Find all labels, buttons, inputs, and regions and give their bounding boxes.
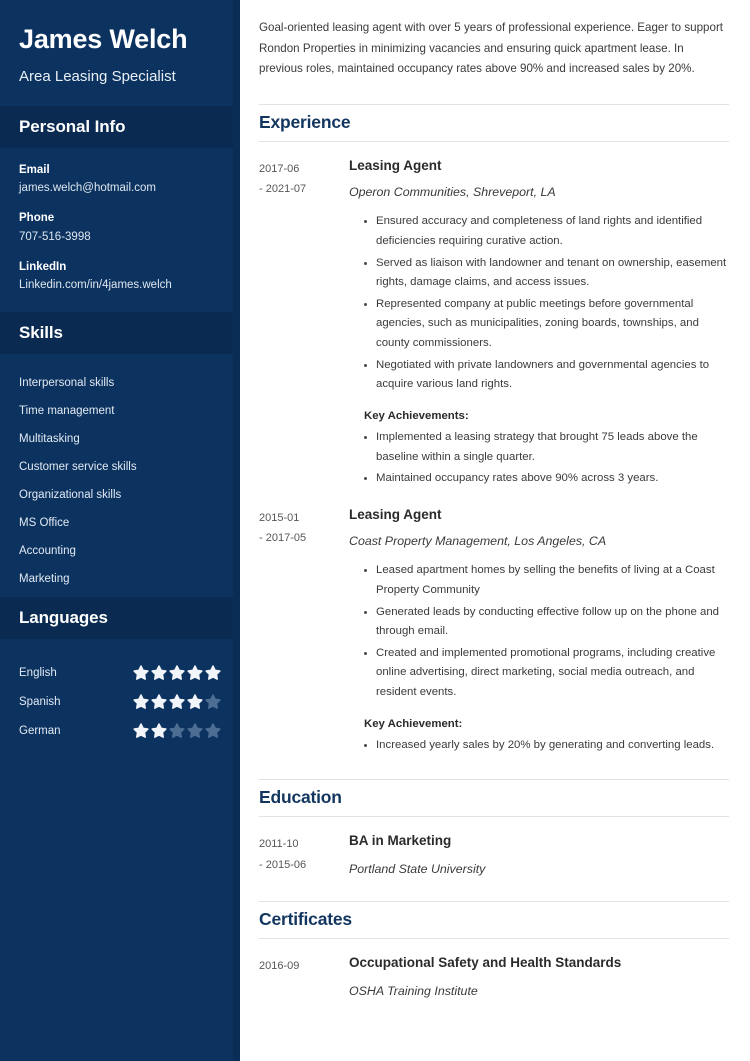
languages-body bbox=[0, 639, 240, 750]
list-item: MS Office bbox=[19, 516, 70, 529]
list-item bbox=[19, 717, 221, 746]
education-section bbox=[259, 779, 729, 878]
list-item: Ensured accuracy and completeness of land rights and identified deficiencies requiring curative action. bbox=[364, 212, 729, 251]
star-icon bbox=[205, 723, 221, 739]
contact-value-email[interactable]: james.welch@hotmail.com bbox=[19, 182, 156, 195]
education-section-header bbox=[259, 779, 729, 817]
entry-bullet-list bbox=[349, 212, 729, 394]
key-achievements-label: Key Achievements: bbox=[364, 409, 469, 422]
list-item: Time management bbox=[19, 405, 115, 417]
certificates-section-header bbox=[259, 901, 729, 939]
entry-organization: OSHA Training Institute bbox=[349, 983, 478, 998]
table-row bbox=[259, 142, 729, 491]
star-icon bbox=[133, 723, 149, 739]
education-heading: Education bbox=[259, 787, 342, 808]
list-item: Interpersonal skills bbox=[19, 377, 115, 390]
entry-title: Occupational Safety and Health Standards bbox=[349, 954, 622, 970]
sidebar-header bbox=[0, 0, 240, 106]
entry-date-range: 2016-09 bbox=[259, 959, 300, 972]
star-icon bbox=[187, 694, 203, 710]
list-item: Accounting bbox=[19, 544, 76, 557]
contact-label: LinkedIn bbox=[19, 261, 67, 274]
star-icon bbox=[151, 694, 167, 710]
list-item: Implemented a leasing strategy that brought 75 leads above the baseline within a single quarter. bbox=[364, 428, 729, 467]
language-name: German bbox=[19, 724, 61, 737]
key-achievements-list bbox=[349, 428, 729, 489]
entry-bullet-list bbox=[349, 561, 729, 702]
entry-title: Leasing Agent bbox=[349, 157, 442, 173]
languages-heading: Languages bbox=[19, 608, 108, 628]
language-rating-stars bbox=[133, 723, 221, 739]
star-icon bbox=[133, 694, 149, 710]
certificates-entries bbox=[259, 939, 729, 1001]
languages-list bbox=[19, 653, 221, 746]
entry-title: BA in Marketing bbox=[349, 833, 452, 849]
entry-organization: Operon Communities, Shreveport, LA bbox=[349, 184, 556, 199]
entry-body bbox=[349, 954, 729, 1001]
skills-body bbox=[0, 354, 240, 598]
table-row bbox=[259, 939, 729, 1001]
list-item: Leased apartment homes by selling the benefits of living at a Coast Property Community bbox=[364, 561, 729, 600]
list-item: Maintained occupancy rates above 90% across 3 years. bbox=[364, 469, 729, 489]
contact-item-phone bbox=[19, 210, 221, 246]
list-item: Multitasking bbox=[19, 432, 80, 445]
star-icon bbox=[187, 665, 203, 681]
professional-summary: Goal-oriented leasing agent with over 5 years of professional experience. Eager to support Rondon Properties in minimizing vacancies and ensuring quick apartment lease. In previous roles, maintained occupancy rates above 90% and increased sales by 20%. bbox=[259, 21, 724, 76]
language-name: Spanish bbox=[19, 695, 61, 708]
contact-item-email bbox=[19, 162, 221, 198]
entry-organization: Portland State University bbox=[349, 862, 486, 877]
language-rating-stars bbox=[133, 665, 221, 681]
main-content bbox=[240, 0, 750, 1061]
entry-date-range: 2017-06 - 2021-07 bbox=[259, 162, 307, 196]
list-item: Increased yearly sales by 20% by generating and converting leads. bbox=[364, 736, 729, 756]
star-icon bbox=[169, 723, 185, 739]
entry-body bbox=[349, 157, 729, 491]
candidate-job-title: Area Leasing Specialist bbox=[19, 68, 176, 86]
language-rating-stars bbox=[133, 694, 221, 710]
certificates-section bbox=[259, 901, 729, 1000]
star-icon bbox=[205, 694, 221, 710]
certificates-heading: Certificates bbox=[259, 908, 352, 929]
entry-body bbox=[349, 832, 729, 879]
personal-info-section-header bbox=[0, 106, 240, 148]
candidate-name: James Welch bbox=[19, 24, 188, 54]
personal-info-body bbox=[0, 148, 240, 312]
list-item: Represented company at public meetings before governmental agencies, such as municipalities, zoning boards, townships, and county commissioners. bbox=[364, 295, 729, 354]
entry-date-range: 2015-01 - 2017-05 bbox=[259, 511, 307, 545]
star-icon bbox=[169, 694, 185, 710]
skills-section-header bbox=[0, 312, 240, 354]
list-item: Negotiated with private landowners and governmental agencies to acquire various land rights. bbox=[364, 356, 729, 395]
languages-section-header bbox=[0, 597, 240, 639]
star-icon bbox=[151, 723, 167, 739]
experience-section bbox=[259, 104, 729, 757]
entry-organization: Coast Property Management, Los Angeles, CA bbox=[349, 533, 607, 548]
list-item bbox=[19, 688, 221, 717]
key-achievements-label: Key Achievement: bbox=[364, 717, 463, 730]
list-item: Served as liaison with landowner and tenant on ownership, easement rights, damage claims, and access issues. bbox=[364, 254, 729, 293]
skills-heading: Skills bbox=[19, 322, 63, 342]
education-entries bbox=[259, 817, 729, 879]
contact-label: Email bbox=[19, 163, 50, 176]
contact-value-linkedin[interactable]: Linkedin.com/in/4james.welch bbox=[19, 279, 172, 292]
contact-value-phone[interactable]: 707-516-3998 bbox=[19, 230, 91, 243]
key-achievements-list bbox=[349, 736, 729, 756]
skills-list bbox=[19, 368, 221, 594]
language-name: English bbox=[19, 666, 57, 679]
entry-date-range: 2011-10 - 2015-06 bbox=[259, 838, 307, 871]
entry-body bbox=[349, 506, 729, 758]
list-item: Marketing bbox=[19, 572, 70, 585]
experience-heading: Experience bbox=[259, 111, 351, 132]
list-item: Created and implemented promotional programs, including creative online advertising, direct marketing, social media outreach, and resident events. bbox=[364, 644, 729, 703]
table-row bbox=[259, 491, 729, 758]
contact-label: Phone bbox=[19, 212, 55, 225]
star-icon bbox=[187, 723, 203, 739]
experience-section-header bbox=[259, 104, 729, 142]
list-item bbox=[19, 659, 221, 688]
experience-entries bbox=[259, 142, 729, 758]
star-icon bbox=[205, 665, 221, 681]
personal-info-heading: Personal Info bbox=[19, 117, 126, 137]
sidebar bbox=[0, 0, 240, 1061]
star-icon bbox=[169, 665, 185, 681]
star-icon bbox=[151, 665, 167, 681]
contact-item-linkedin bbox=[19, 259, 221, 295]
entry-title: Leasing Agent bbox=[349, 506, 442, 522]
list-item: Organizational skills bbox=[19, 488, 122, 501]
list-item: Generated leads by conducting effective follow up on the phone and through email. bbox=[364, 603, 729, 642]
list-item: Customer service skills bbox=[19, 460, 137, 473]
table-row bbox=[259, 817, 729, 879]
star-icon bbox=[133, 665, 149, 681]
